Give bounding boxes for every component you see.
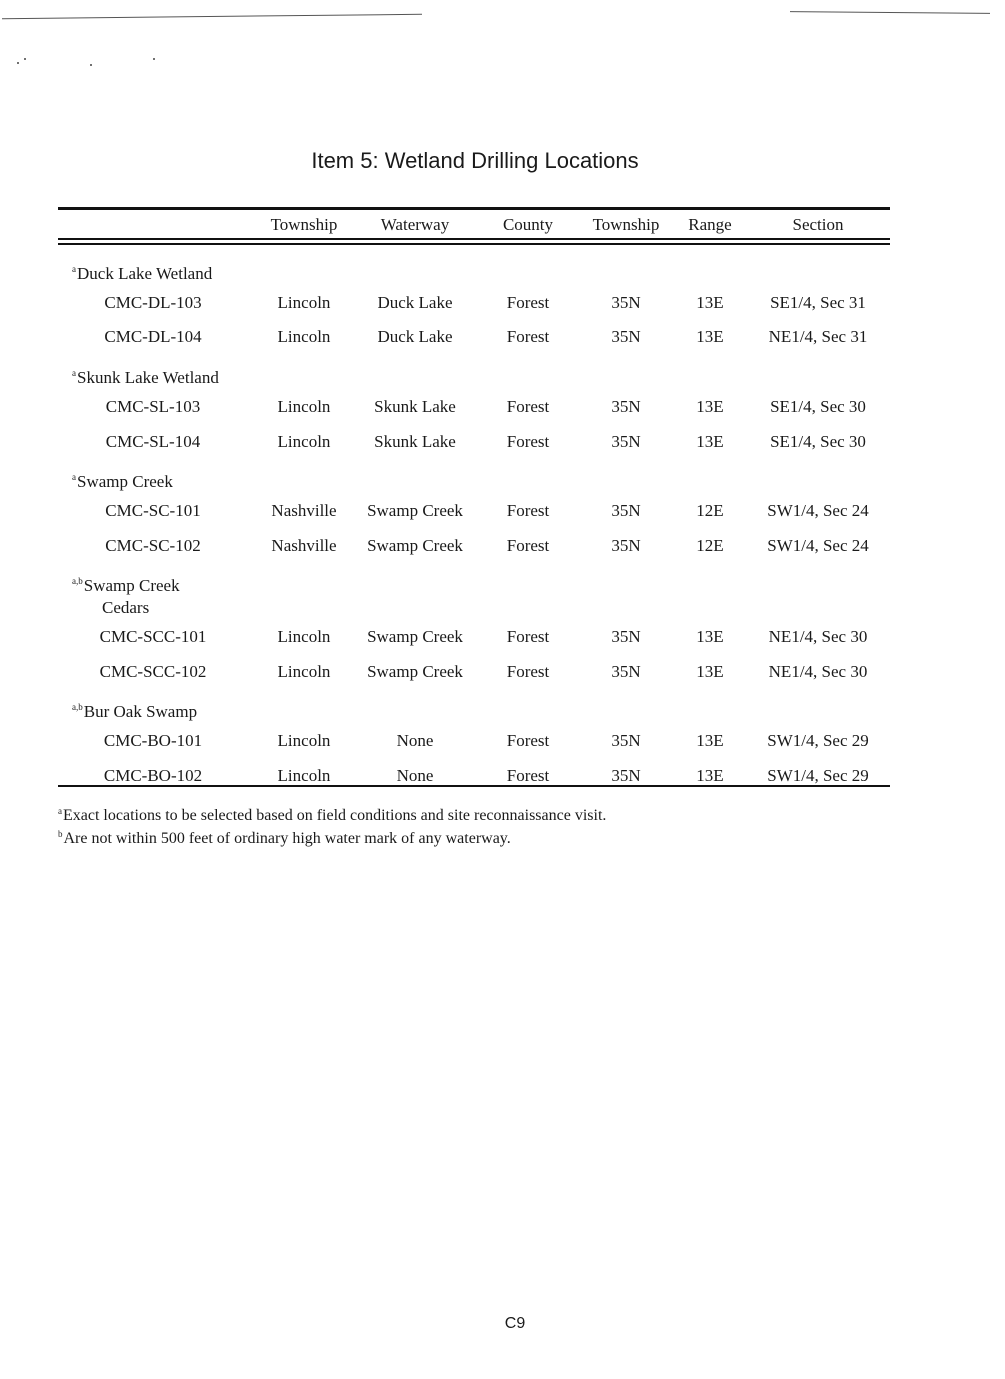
- range-cell: 13E: [696, 765, 724, 785]
- footnote-marker: b: [58, 829, 63, 839]
- waterway-cell: Swamp Creek: [367, 500, 463, 520]
- scan-artifact-speck: [24, 58, 26, 60]
- site-id-cell: CMC-SC-101: [105, 500, 201, 520]
- township-number-cell: 35N: [611, 396, 641, 416]
- range-cell: 13E: [696, 396, 724, 416]
- header-bottom-rule: [58, 243, 890, 245]
- section-cell: NE1/4, Sec 31: [768, 327, 868, 347]
- group-name-line2: Cedars: [102, 598, 150, 618]
- site-id-cell: CMC-SCC-101: [99, 627, 207, 646]
- site-id-cell: CMC-SCC-102: [99, 661, 207, 681]
- county-cell: Forest: [506, 731, 550, 751]
- site-id-cell: CMC-BO-101: [103, 731, 203, 751]
- waterway-cell: Duck Lake: [377, 327, 453, 347]
- footnote-text: Are not within 500 feet of ordinary high water mark of any waterway.: [63, 830, 511, 847]
- group-footnote-marker: a,b: [72, 702, 83, 713]
- waterway-cell: None: [396, 765, 434, 785]
- group-name: Swamp Creek: [77, 472, 173, 492]
- section-cell: SE1/4, Sec 31: [770, 292, 866, 312]
- footnote-a: [58, 806, 606, 825]
- table-row: [58, 662, 890, 690]
- waterway-cell: None: [396, 731, 434, 751]
- group-name: Skunk Lake Wetland: [77, 368, 219, 388]
- waterway-cell: Swamp Creek: [367, 535, 463, 555]
- scan-artifact-line: [790, 11, 990, 14]
- township-cell: Lincoln: [277, 396, 331, 416]
- table-row: [58, 327, 890, 355]
- waterway-cell: Duck Lake: [377, 292, 453, 312]
- county-cell: Forest: [506, 627, 550, 646]
- scan-artifact-line: [2, 14, 422, 19]
- county-cell: Forest: [506, 431, 550, 451]
- table-bottom-rule: [58, 785, 890, 787]
- group-footnote-marker: a: [72, 264, 76, 274]
- table-row: [58, 731, 890, 759]
- township-number-cell: 35N: [611, 327, 641, 347]
- township-number-cell: 35N: [611, 500, 641, 520]
- township-cell: Nashville: [271, 535, 337, 555]
- column-header: Township: [270, 215, 338, 234]
- county-cell: Forest: [506, 765, 550, 785]
- wetland-group-label: [72, 362, 219, 389]
- range-cell: 12E: [696, 500, 724, 520]
- township-cell: Lincoln: [277, 327, 331, 347]
- footnote-b: [58, 829, 511, 848]
- range-cell: 13E: [696, 327, 724, 347]
- scan-artifact-speck: [17, 62, 19, 64]
- township-cell: Lincoln: [277, 661, 331, 681]
- section-cell: SW1/4, Sec 24: [767, 500, 869, 520]
- scan-artifact-speck: [153, 58, 155, 60]
- township-cell: Lincoln: [277, 431, 331, 451]
- column-header: Township: [592, 215, 660, 234]
- page-title: Item 5: Wetland Drilling Locations: [311, 148, 639, 173]
- township-cell: Lincoln: [277, 731, 331, 751]
- range-cell: 13E: [696, 292, 724, 312]
- township-cell: Nashville: [271, 500, 337, 520]
- county-cell: Forest: [506, 500, 550, 520]
- township-number-cell: 35N: [611, 431, 641, 451]
- table-row: [58, 397, 890, 425]
- site-id-cell: CMC-SL-104: [105, 431, 201, 451]
- site-id-cell: CMC-DL-103: [104, 292, 202, 312]
- section-cell: SW1/4, Sec 29: [767, 731, 869, 751]
- waterway-cell: Swamp Creek: [367, 661, 463, 681]
- range-cell: 12E: [696, 535, 724, 555]
- waterway-cell: Skunk Lake: [374, 396, 456, 416]
- township-number-cell: 35N: [611, 765, 641, 785]
- section-cell: SW1/4, Sec 24: [767, 535, 869, 555]
- township-number-cell: 35N: [611, 535, 641, 555]
- wetland-group-label: [72, 258, 212, 285]
- site-id-cell: CMC-SL-103: [105, 396, 201, 416]
- table-row: [58, 627, 890, 655]
- table-row: [58, 766, 890, 794]
- township-number-cell: 35N: [611, 661, 641, 681]
- section-cell: SE1/4, Sec 30: [770, 431, 866, 451]
- site-id-cell: CMC-SC-102: [105, 535, 201, 555]
- table-row: [58, 536, 890, 564]
- column-header: Waterway: [380, 215, 450, 234]
- column-header: Range: [688, 215, 732, 234]
- table-row: [58, 432, 890, 460]
- footnote-text: Exact locations to be selected based on field conditions and site reconnaissance visit.: [63, 807, 607, 824]
- group-name: Bur Oak Swamp: [83, 702, 198, 722]
- range-cell: 13E: [696, 731, 724, 751]
- section-cell: NE1/4, Sec 30: [768, 661, 868, 681]
- table-row: [58, 293, 890, 321]
- township-number-cell: 35N: [611, 292, 641, 312]
- waterway-cell: Swamp Creek: [367, 627, 463, 646]
- table-row: [58, 501, 890, 529]
- column-header: County: [502, 215, 554, 234]
- section-cell: NE1/4, Sec 30: [768, 627, 868, 646]
- table-header-row: [58, 215, 890, 243]
- table-top-rule: [58, 207, 890, 210]
- township-number-cell: 35N: [611, 731, 641, 751]
- wetland-group-label: [72, 696, 197, 723]
- township-cell: Lincoln: [277, 292, 331, 312]
- site-id-cell: CMC-BO-102: [103, 765, 203, 785]
- county-cell: Forest: [506, 327, 550, 347]
- column-header: Section: [792, 215, 844, 234]
- range-cell: 13E: [696, 431, 724, 451]
- page-number: C9: [504, 1315, 526, 1332]
- wetland-group-label: [72, 466, 173, 493]
- group-name: Duck Lake Wetland: [77, 264, 213, 283]
- county-cell: Forest: [506, 535, 550, 555]
- wetland-group-label: [72, 570, 180, 619]
- scan-artifact-speck: [90, 64, 92, 66]
- county-cell: Forest: [506, 396, 550, 416]
- site-id-cell: CMC-DL-104: [104, 327, 202, 347]
- township-cell: Lincoln: [277, 765, 331, 785]
- range-cell: 13E: [696, 627, 724, 646]
- county-cell: Forest: [506, 661, 550, 681]
- range-cell: 13E: [696, 661, 724, 681]
- township-number-cell: 35N: [611, 627, 641, 646]
- footnote-marker: a: [58, 806, 62, 816]
- group-footnote-marker: a: [72, 472, 76, 483]
- township-cell: Lincoln: [277, 627, 331, 646]
- county-cell: Forest: [506, 292, 550, 312]
- group-footnote-marker: a,b: [72, 576, 83, 587]
- group-name: Swamp Creek: [83, 576, 180, 596]
- section-cell: SW1/4, Sec 29: [767, 765, 869, 785]
- group-footnote-marker: a: [72, 368, 76, 379]
- section-cell: SE1/4, Sec 30: [770, 396, 866, 416]
- waterway-cell: Skunk Lake: [374, 431, 456, 451]
